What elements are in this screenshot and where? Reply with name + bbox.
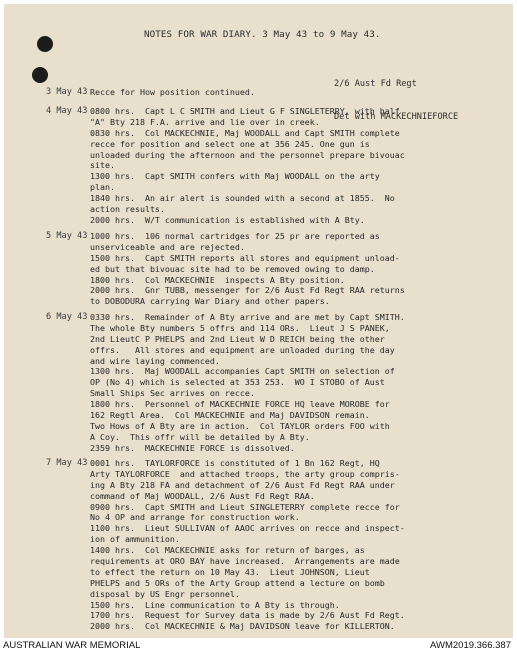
entry-line: ion of ammunition.: [90, 534, 180, 545]
entry-line: 2359 hrs. MACKECHNIE FORCE is dissolved.: [90, 442, 295, 453]
entry-line: 1400 hrs. Col MACKECHNIE asks for return of barges, as: [90, 545, 365, 556]
entry-line: "A" Bty 218 F.A. arrive and lie over in creek.: [90, 116, 320, 127]
entry-line: Arty TAYLORFORCE and attached troops, the arty group compris-: [90, 468, 400, 479]
entry-date: 3 May 43: [46, 87, 88, 97]
entry-line: ing A Bty 218 FA and detachment of 2/6 Aust Fd Regt RAA under: [90, 479, 395, 490]
entry-line: to effect the return on 10 May 43. Lieut JOHNSON, Lieut: [90, 566, 370, 577]
entry-text: [90, 106, 510, 226]
unit-line: 2/6 Aust Fd Regt: [334, 79, 417, 89]
entry-line: 1700 hrs. Request for Survey data is made by 2/6 Aust Fd Regt.: [90, 610, 405, 621]
entry-line: offrs. All stores and equipment are unloaded during the day: [90, 344, 395, 355]
unit-line: Det with MACKECHNIEFORCE: [334, 112, 459, 122]
entry-line: OP (No 4) which is selected at 353 253. WO I STOBO of Aust: [90, 377, 385, 388]
archive-name: AUSTRALIAN WAR MEMORIAL: [3, 640, 141, 651]
entry-text: [90, 231, 510, 307]
entry-date: 4 May 43: [46, 106, 88, 116]
entry-line: The whole Bty numbers 5 offrs and 114 ORs. Lieut J S PANEK,: [90, 322, 390, 333]
entry-line: ed but that bivouac site had to be removed owing to damp.: [90, 263, 375, 274]
entry-line: 2nd LieutC P PHELPS and 2nd Lieut W D REICH being the other: [90, 333, 385, 344]
entry-line: No 4 OP and arrange for construction work.: [90, 512, 300, 523]
entry-date: 5 May 43: [46, 231, 88, 241]
entry-line: site.: [90, 160, 115, 171]
entry-text: [90, 312, 510, 454]
diary-heading: NOTES FOR WAR DIARY. 3 May 43 to 9 May 43.: [144, 29, 381, 40]
entry-line: 1840 hrs. An air alert is sounded with a second at 1855. No: [90, 193, 395, 204]
archive-reference: AWM2019.366.387: [430, 640, 511, 651]
entry-date: 6 May 43: [46, 312, 88, 322]
entry-line: 2000 hrs. Gnr TUBB, messenger for 2/6 Aust Fd Regt RAA returns: [90, 285, 405, 296]
entry-text: [90, 458, 510, 632]
entry-line: to DOBODURA carrying War Diary and other papers.: [90, 296, 330, 307]
diary-page: [4, 4, 513, 638]
entry-text: [90, 87, 510, 98]
entry-line: PHELPS and 5 ORs of the Arty Group attend a lecture on bomb: [90, 577, 385, 588]
entry-line: 1500 hrs. Line communication to A Bty is through.: [90, 599, 340, 610]
punch-hole-top: [37, 36, 53, 52]
entry-line: action results.: [90, 204, 165, 215]
entry-line: 0330 hrs. Remainder of A Bty arrive and are met by Capt SMITH.: [90, 312, 405, 322]
entry-line: plan.: [90, 182, 115, 193]
entry-line: 2000 hrs. W/T communication is established with A Bty.: [90, 214, 365, 225]
entry-line: and wire laying commenced.: [90, 355, 220, 366]
entry-line: 1800 hrs. Personnel of MACKECHNIE FORCE HQ leave MOROBE for: [90, 399, 390, 410]
entry-line: 1500 hrs. Capt SMITH reports all stores and equipment unload-: [90, 252, 400, 263]
entry-line: 0001 hrs. TAYLORFORCE is constituted of 1 Bn 162 Regt, HQ: [90, 458, 380, 468]
entry-line: Small Ships Sec arrives on recce.: [90, 388, 255, 399]
entry-line: 162 Regtl Area. Col MACKECHNIE and Maj DAVIDSON remain.: [90, 410, 370, 421]
entry-line: disposal by US Engr personnel.: [90, 588, 240, 599]
entry-line: A Coy. This offr will be detailed by A Bty.: [90, 431, 310, 442]
entry-line: Two Hows of A Bty are in action. Col TAYLOR orders FOO with: [90, 420, 390, 431]
entry-line: 1100 hrs. Lieut SULLIVAN of AAOC arrives on recce and inspect-: [90, 523, 405, 534]
archive-footer: [0, 638, 517, 653]
entry-line: 0900 hrs. Capt SMITH and Lieut SINGLETERRY complete recce for: [90, 501, 400, 512]
entry-line: 1000 hrs. 106 normal cartridges for 25 pr are reported as: [90, 231, 380, 241]
entry-line: recce for position and select one at 356 245. One gun is: [90, 138, 370, 149]
entry-line: unserviceable and are rejected.: [90, 241, 245, 252]
punch-hole-bottom: [32, 67, 48, 83]
entry-line: 2000 hrs. Col MACKECHNIE & Maj DAVIDSON leave for KILLERTON.: [90, 621, 395, 632]
entry-line: requirements at ORO BAY have increased. Arrangements are made: [90, 556, 400, 567]
entry-date: 7 May 43: [46, 458, 88, 468]
entry-line: 1300 hrs. Capt SMITH confers with Maj WOODALL on the arty: [90, 171, 380, 182]
entry-line: 0800 hrs. Capt L C SMITH and Lieut G F SINGLETERRY, with half: [90, 106, 400, 116]
entry-line: 1800 hrs. Col MACKECHNIE inspects A Bty position.: [90, 274, 345, 285]
entry-line: Recce for How position continued.: [90, 87, 255, 97]
entry-line: 1300 hrs. Maj WOODALL accompanies Capt SMITH on selection of: [90, 366, 395, 377]
entry-line: unloaded during the afternoon and the personnel prepare bivouac: [90, 149, 405, 160]
entry-line: command of Maj WOODALL, 2/6 Aust Fd Regt RAA.: [90, 490, 315, 501]
entry-line: 0830 hrs. Col MACKECHNIE, Maj WOODALL and Capt SMITH complete: [90, 127, 400, 138]
